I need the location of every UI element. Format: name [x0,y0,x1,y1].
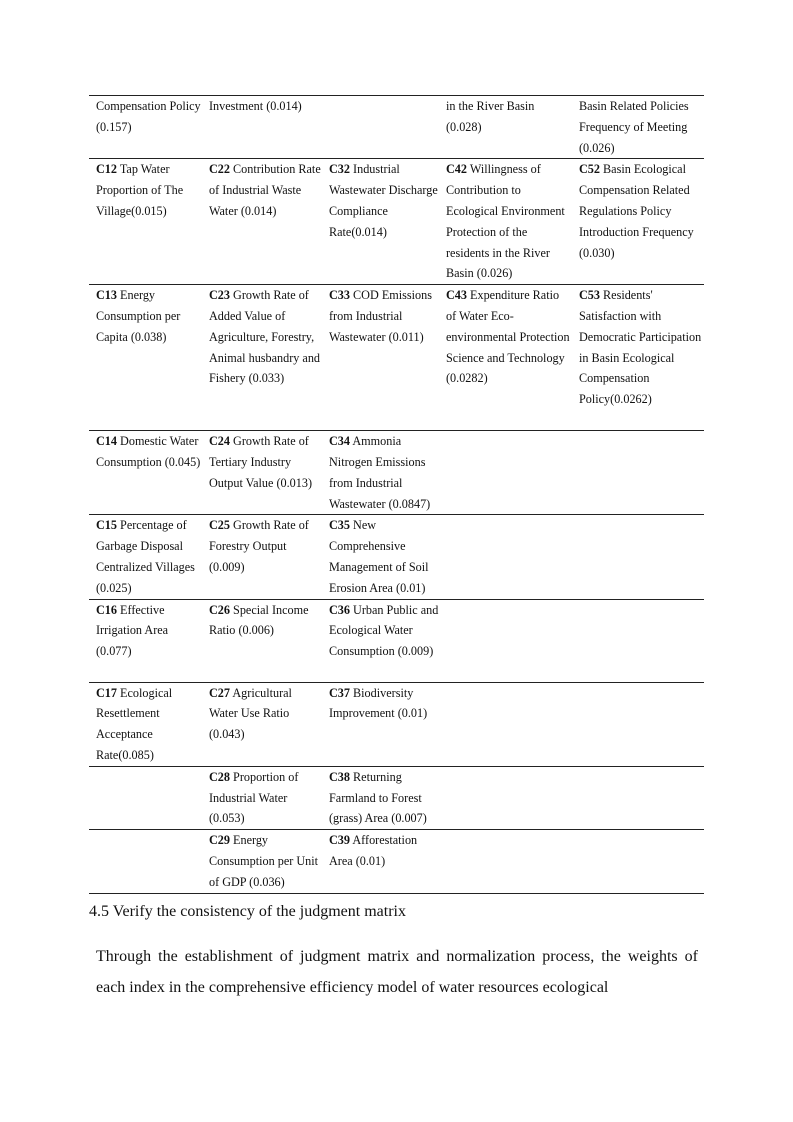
table-body [89,96,704,894]
indicator-code: C26 [209,602,230,617]
indicator-code: C28 [209,769,230,784]
indicator-text: Ecological Resettlement Acceptance Rate(0.085) [96,685,173,762]
table-cell [89,766,202,829]
table-row [89,599,704,682]
indicator-text: Growth Rate of Forestry Output (0.009) [209,518,309,574]
table-cell [89,159,202,285]
indicator-code: C14 [96,434,117,449]
indicator-text: Ammonia Nitrogen Emissions from Industrial Wastewater (0.0847) [329,434,431,511]
table-row [89,515,704,599]
table-cell [439,96,572,159]
table-cell [439,515,572,599]
indicator-code: C42 [446,162,467,177]
table-cell [202,682,322,766]
indicator-text: Growth Rate of Tertiary Industry Output Value (0.013) [209,434,313,490]
indicator-text: Basin Related Policies Frequency of Meeting (0.026) [579,99,689,155]
table-cell [89,682,202,766]
indicator-code: C17 [96,685,117,700]
table-cell [439,830,572,893]
table-cell [202,515,322,599]
indicator-text: Percentage of Garbage Disposal Centralized Villages (0.025) [96,518,195,595]
indicator-text: Afforestation Area (0.01) [329,833,418,868]
indicator-code: C12 [96,162,117,177]
indicator-code: C35 [329,518,350,533]
indicator-code: C43 [446,288,467,303]
indicator-text: New Comprehensive Management of Soil Erosion Area (0.01) [329,518,429,595]
table-cell [322,515,439,599]
indicator-text: Biodiversity Improvement (0.01) [329,685,428,721]
table-cell [572,830,704,893]
table-row [89,431,704,515]
table-cell [439,285,572,431]
table-cell [89,96,202,159]
table-row [89,285,704,431]
table-cell [202,431,322,515]
table-cell [572,682,704,766]
table-cell [322,682,439,766]
table-cell [572,96,704,159]
indicator-code: C39 [329,833,350,848]
table-cell [322,830,439,893]
indicator-text: Energy Consumption per Unit of GDP (0.036) [209,833,319,889]
table-row [89,830,704,893]
table-cell [89,599,202,682]
indicator-text: Compensation Policy (0.157) [96,99,201,134]
indicator-code: C13 [96,288,117,303]
table-cell [322,96,439,159]
indicator-text: Special Income Ratio (0.006) [209,602,309,638]
table-cell [322,766,439,829]
indicator-text: Urban Public and Ecological Water Consumption (0.009) [329,602,439,659]
indicator-code: C33 [329,288,350,303]
table-row [89,159,704,285]
table-cell [89,830,202,893]
table-cell [202,599,322,682]
table-cell [89,515,202,599]
table-cell [202,159,322,285]
indicator-code: C15 [96,518,117,533]
table-cell [89,285,202,431]
indicator-code: C16 [96,602,117,617]
indicator-code: C32 [329,162,350,177]
indicator-text: COD Emissions from Industrial Wastewater (0.011) [329,288,432,344]
indicator-code: C36 [329,602,350,617]
section-heading: 4.5 Verify the consistency of the judgment matrix [89,903,406,920]
indicator-text: in the River Basin (0.028) [446,99,535,134]
indicator-text: Proportion of Industrial Water (0.053) [209,769,299,826]
indicator-code: C24 [209,434,230,449]
indicator-code: C53 [579,288,600,303]
indicator-text: Willingness of Contribution to Ecological Environment Protection of the residents in the River Basin (0.026) [446,162,565,281]
indicator-code: C23 [209,288,230,303]
table-row [89,766,704,829]
body-paragraph: Through the establishment of judgment matrix and normalization process, the weights of each index in the comprehensive efficiency model of water resources ecological [96,948,698,996]
indicator-text: Effective Irrigation Area (0.077) [96,602,169,659]
indicator-text: Growth Rate of Added Value of Agriculture, Forestry, Animal husbandry and Fishery (0.033) [209,288,321,386]
table-cell [202,96,322,159]
table-cell [202,830,322,893]
indicator-code: C25 [209,518,230,533]
indicator-code: C37 [329,685,350,700]
table-cell [572,599,704,682]
table-row [89,682,704,766]
table-cell [322,431,439,515]
indicator-text: Returning Farmland to Forest (grass) Area (0.007) [329,769,427,826]
table-cell [572,431,704,515]
indicator-text: Expenditure Ratio of Water Eco-environmental Protection Science and Technology (0.0282) [446,288,570,386]
table-cell [439,431,572,515]
indicator-text: Basin Ecological Compensation Related Regulations Policy Introduction Frequency (0.030) [579,162,694,260]
table-row [89,96,704,159]
table-cell [322,285,439,431]
table-cell [572,285,704,431]
table-cell [322,599,439,682]
table-cell [439,766,572,829]
table-cell [202,766,322,829]
indicator-text: Industrial Wastewater Discharge Compliance Rate(0.014) [329,162,438,239]
table-cell [322,159,439,285]
table-cell [89,431,202,515]
indicator-text: Energy Consumption per Capita (0.038) [96,288,181,344]
indicator-text: Domestic Water Consumption (0.045) [96,434,201,469]
indicator-code: C38 [329,769,350,784]
indicator-code: C29 [209,833,230,848]
indicator-code: C22 [209,162,230,177]
table-cell [439,682,572,766]
table-cell [439,599,572,682]
indicator-code: C27 [209,685,230,700]
indicator-text: Tap Water Proportion of The Village(0.015) [96,162,184,218]
indicator-text: Agricultural Water Use Ratio (0.043) [209,685,292,742]
table-cell [202,285,322,431]
indicator-text: Investment (0.014) [209,99,302,113]
table-cell [572,515,704,599]
indicator-code: C34 [329,434,350,449]
table-cell [572,766,704,829]
indicator-text: Contribution Rate of Industrial Waste Water (0.014) [209,162,321,218]
table-cell [439,159,572,285]
index-weight-table [89,95,704,894]
indicator-text: Residents' Satisfaction with Democratic Participation in Basin Ecological Compensation Policy(0.0262) [579,288,702,407]
table-cell [572,159,704,285]
indicator-code: C52 [579,162,600,177]
